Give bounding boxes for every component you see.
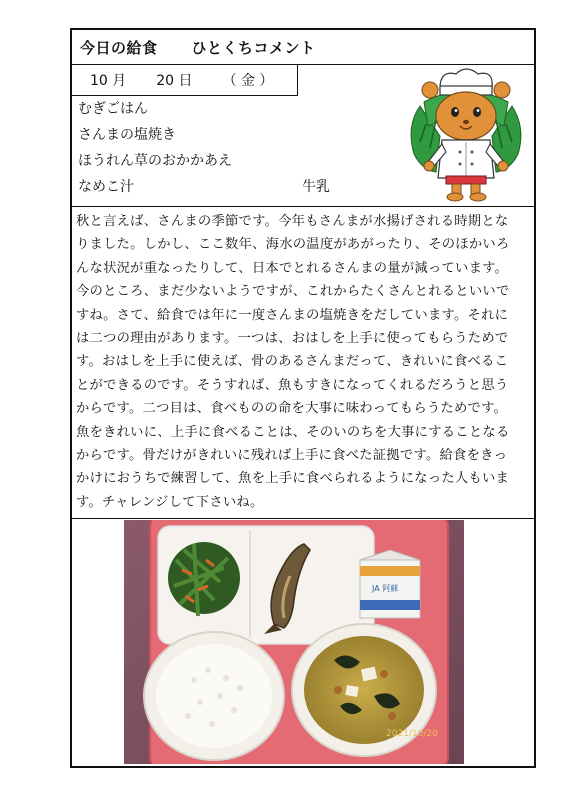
- rice-bowl: [144, 632, 284, 760]
- menu-drink: 牛乳: [302, 179, 330, 195]
- comment-line: からです。骨だけがきれいに残れば上手に食べた証拠です。給食をきっ: [76, 448, 508, 464]
- comment-line: す。チャレンジして下さいね。: [76, 494, 264, 510]
- comment-section-divider: [72, 518, 534, 519]
- milk-carton: [360, 550, 420, 618]
- comment-line: す。おはしを上手に使えば、骨のあるさんまだって、きれいに食べるこ: [76, 354, 509, 370]
- date-row: [72, 64, 298, 96]
- comment-text: [76, 210, 534, 514]
- lunch-photo: [124, 520, 464, 764]
- comment-line: とができるのです。そうすれば、魚もすきになってくれるだろうと思う: [76, 377, 509, 393]
- date-month: 10 月: [90, 72, 127, 89]
- date-day: 20 日: [156, 72, 193, 89]
- page-title: 今日の給食: [80, 38, 158, 57]
- comment-line: りました。しかし、ここ数年、海水の温度があがったり、そのほかいろ: [76, 237, 510, 253]
- photo-timestamp: 2021/10/20: [386, 729, 438, 739]
- menu-item: なめこ汁: [78, 179, 134, 195]
- menu-item: むぎごはん: [78, 101, 148, 117]
- comment-line: からです。二つ目は、食べものの命を大事に味わってもらうためです。: [76, 401, 508, 417]
- menu-item: ほうれん草のおかかあえ: [78, 153, 232, 169]
- comment-line: すね。さて、給食では年に一度さんまの塩焼きをだしています。それに: [76, 307, 509, 323]
- lunch-comment-sheet: [70, 28, 536, 768]
- comment-line: 魚をきれいに、上手に食べることは、そのいのちを大事にすることなる: [76, 424, 510, 440]
- comment-line: んな状況が重なったりして、日本でとれるさんまの量が減っています。: [76, 260, 509, 276]
- menu-item: さんまの塩焼き: [78, 127, 176, 143]
- milk-logo-text: JA 阿蘇: [372, 584, 399, 593]
- mascot-illustration: [400, 66, 530, 202]
- menu-section-divider: [72, 206, 534, 207]
- comment-line: は二つの理由があります。一つは、おはしを上手に使ってもらうためで: [76, 331, 509, 347]
- page-subtitle: ひとくちコメント: [191, 38, 316, 57]
- title-row: [72, 30, 534, 65]
- comment-line: 秋と言えば、さんまの季節です。今年もさんまが水揚げされる時期とな: [76, 214, 509, 229]
- date-weekday: （ 金 ）: [222, 72, 274, 89]
- comment-line: かけにおうちで練習して、魚を上手に食べられるようになった人もいま: [76, 471, 510, 487]
- comment-line: 今のところ、まだ少ないようですが、これからたくさんとれるといいで: [76, 284, 510, 300]
